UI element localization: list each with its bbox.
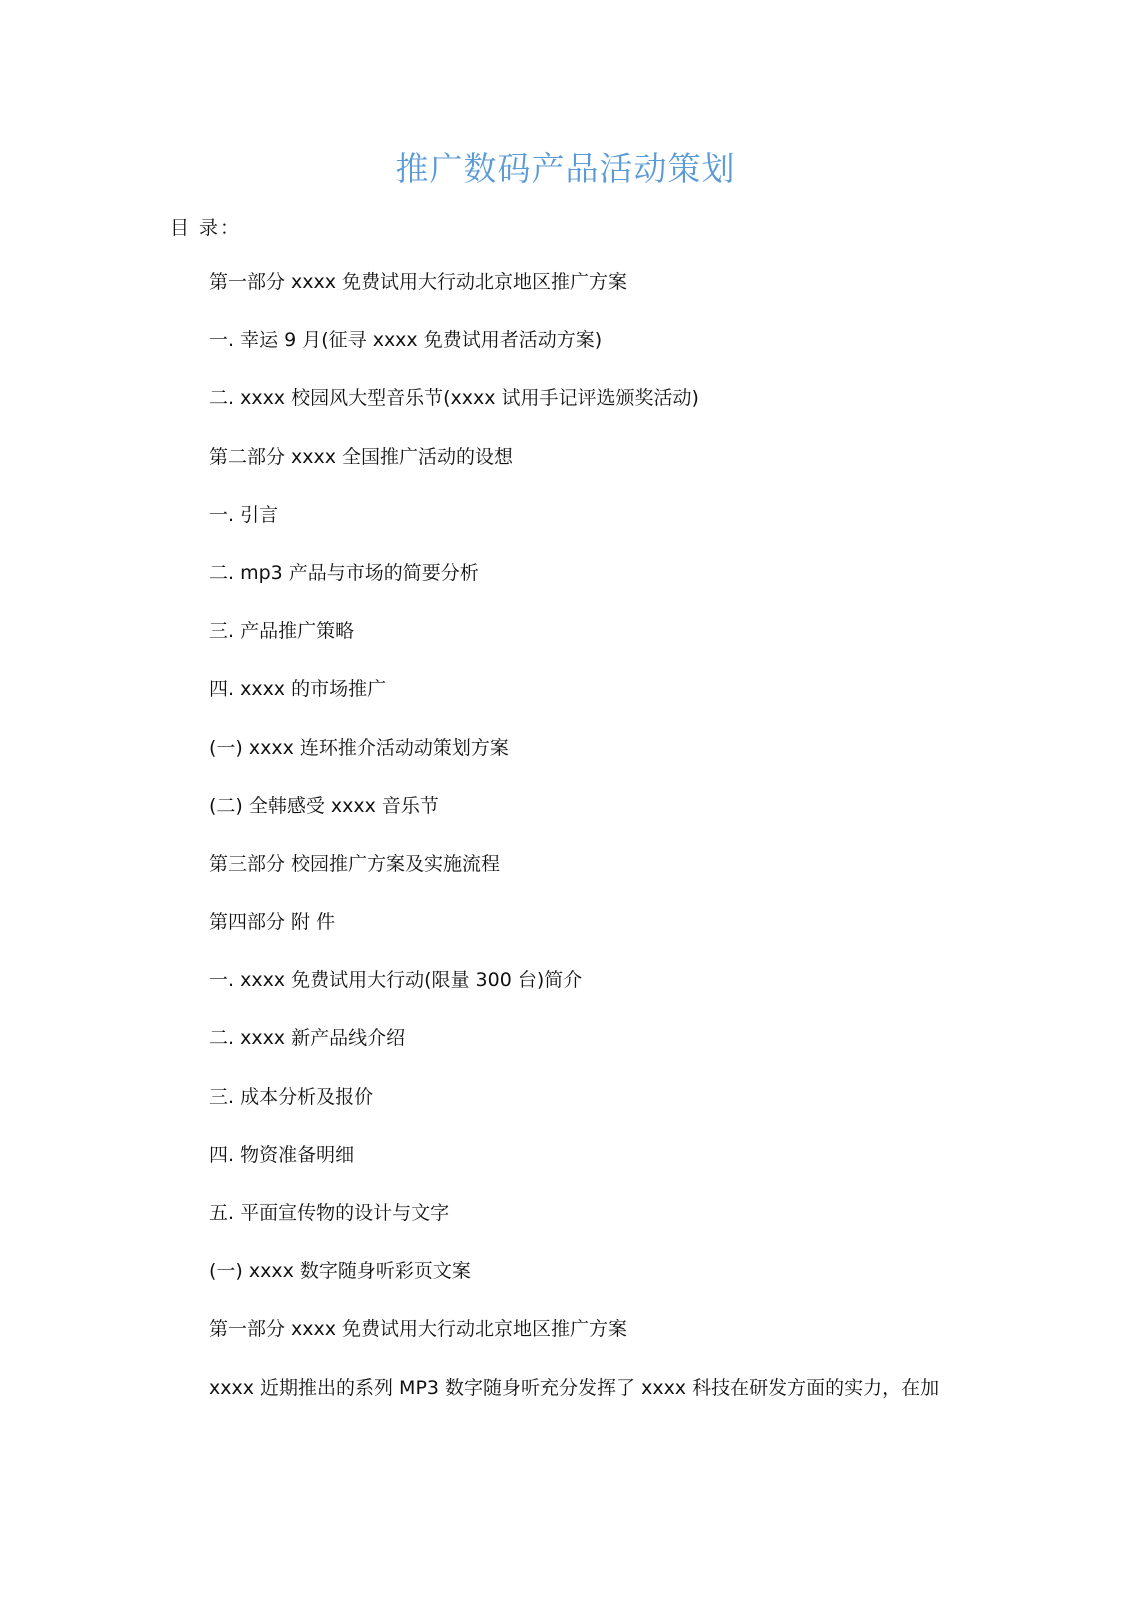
toc-item: (一) xxxx 连环推介活动动策划方案 — [209, 736, 509, 759]
body-paragraph: xxxx 近期推出的系列 MP3 数字随身听充分发挥了 xxxx 科技在研发方面的实力，在加 — [209, 1377, 940, 1399]
toc-item: (二) 全韩感受 xxxx 音乐节 — [209, 794, 439, 817]
toc-item: 三. 产品推广策略 — [209, 620, 355, 643]
toc-item: 三. 成本分析及报价 — [209, 1085, 374, 1108]
toc-item: 第二部分 xxxx 全国推广活动的设想 — [209, 445, 514, 468]
toc-item: 二. mp3 产品与市场的简要分析 — [209, 561, 479, 584]
toc-item: 第四部分 附 件 — [209, 911, 336, 934]
toc-item: 四. 物资准备明细 — [209, 1143, 355, 1166]
toc-item: 四. xxxx 的市场推广 — [209, 678, 387, 701]
toc-item: 一. 幸运 9 月(征寻 xxxx 免费试用者活动方案) — [209, 329, 603, 352]
toc-item: 二. xxxx 校园风大型音乐节(xxxx 试用手记评选颁奖活动) — [209, 387, 699, 410]
toc-item: 第三部分 校园推广方案及实施流程 — [209, 852, 501, 875]
toc-item: 一. 引言 — [209, 503, 279, 526]
toc-item: 二. xxxx 新产品线介绍 — [209, 1027, 406, 1050]
toc-item: 一. xxxx 免费试用大行动(限量 300 台)简介 — [209, 969, 583, 992]
toc-item: 五. 平面宣传物的设计与文字 — [209, 1202, 450, 1224]
toc-item: (一) xxxx 数字随身听彩页文案 — [209, 1260, 471, 1283]
table-of-contents — [209, 268, 969, 1374]
toc-heading: 目 录： — [170, 217, 242, 239]
document-title: 推广数码产品活动策划 — [395, 149, 736, 188]
toc-item: 第一部分 xxxx 免费试用大行动北京地区推广方案 — [209, 271, 628, 293]
toc-item: 第一部分 xxxx 免费试用大行动北京地区推广方案 — [209, 1318, 628, 1341]
